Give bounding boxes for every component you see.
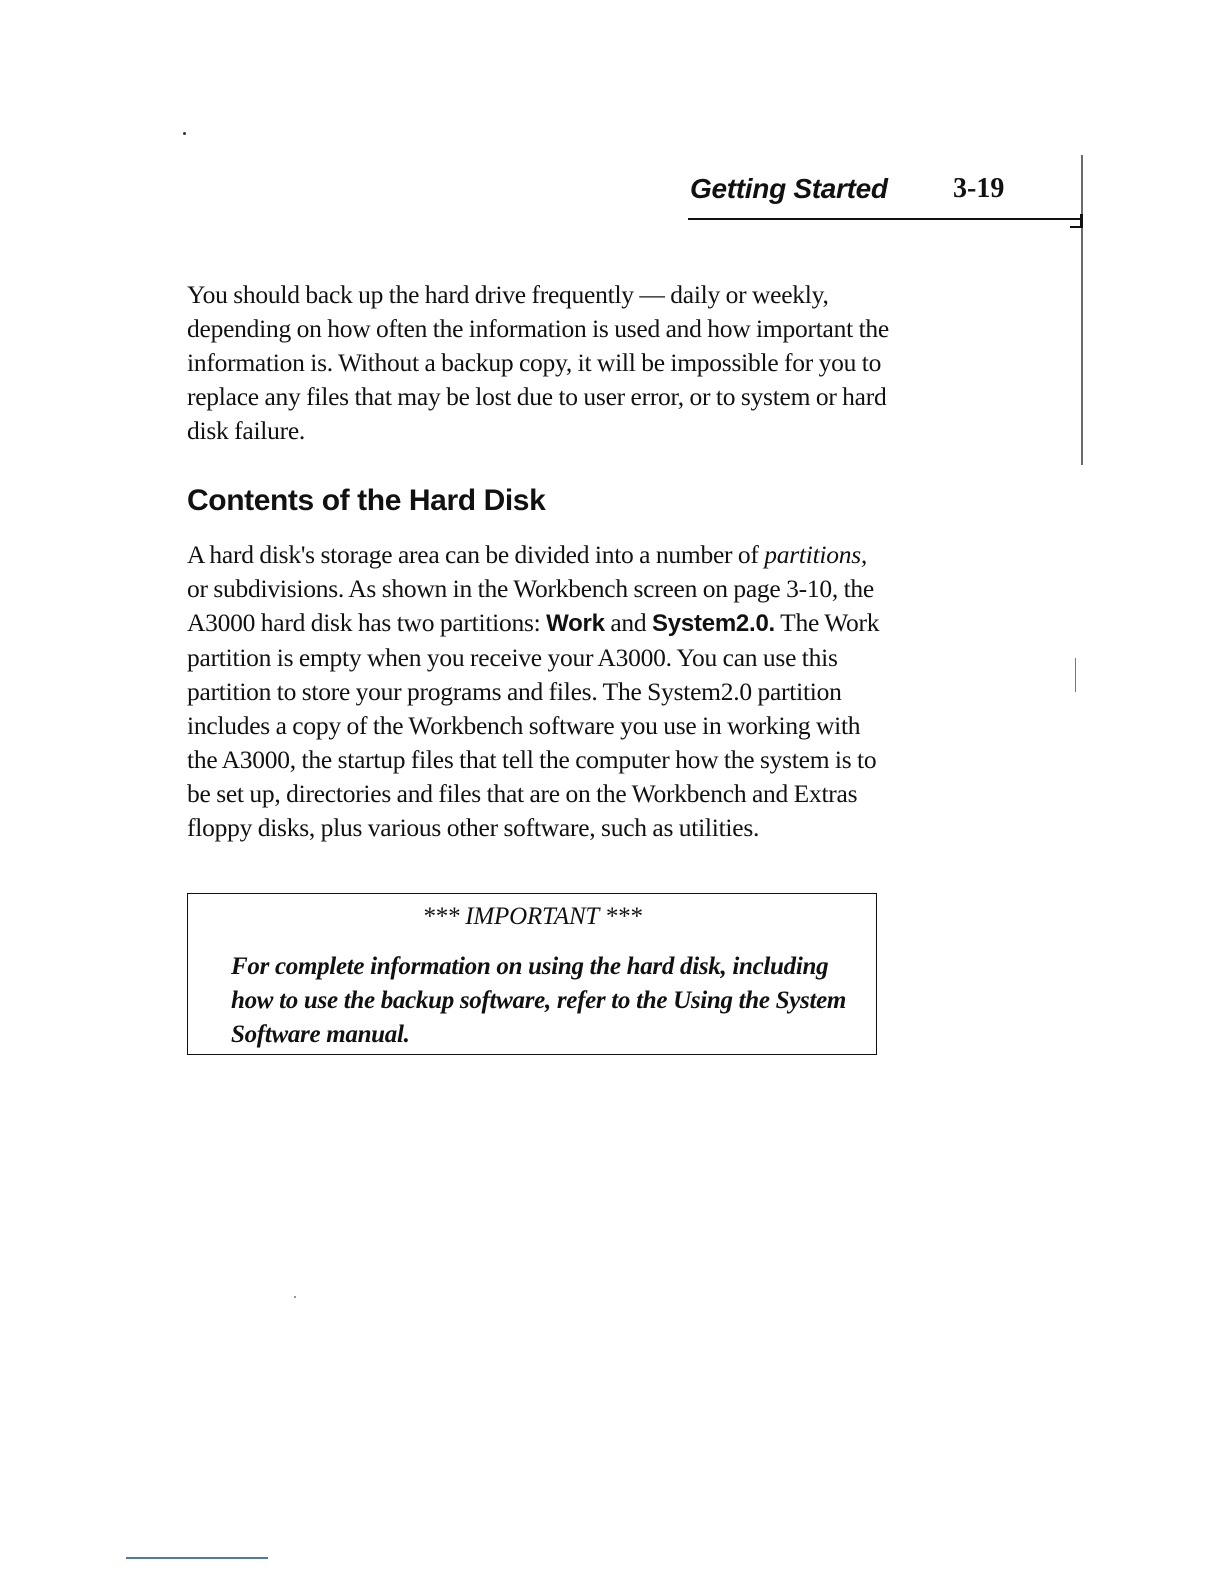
system-partition-name: System2.0. (652, 610, 775, 637)
footer-rule (126, 1557, 268, 1559)
scan-speck (183, 132, 186, 135)
section-heading: Contents of the Hard Disk (187, 484, 546, 517)
important-note-box (187, 893, 877, 1055)
corner-crop-mark (1070, 214, 1083, 228)
main-content (187, 278, 892, 845)
paragraph-text: The Work partition is empty when you receive your A3000. You can use this partition to store your programs and files. The System2.0 partition includes a copy of the Workbench software you use in working with the A3000, the startup files that tell the computer how the system is to be set up, directories and files that are on the Workbench and Extras floppy disks, plus various other software, such as utilities. (187, 608, 880, 842)
running-header-title: Getting Started (690, 173, 888, 204)
binding-edge-line (1081, 155, 1083, 465)
work-partition-name: Work (546, 610, 605, 637)
paragraph-text: or subdivisions. As shown in the Workbench screen on page 3-10, the A3000 hard disk has two partitions: (187, 574, 874, 637)
page-number: 3-19 (953, 173, 1005, 204)
important-note-text: For complete information on using the hard disk, including how to use the backup software, refer to the Using the System Software manual. (231, 953, 847, 1048)
partitions-term: partitions, (764, 540, 868, 569)
important-note-title: *** IMPORTANT *** (422, 903, 642, 930)
paragraph-text: A hard disk's storage area can be divided into a number of (187, 540, 765, 569)
header-rule (688, 218, 1080, 220)
hard-disk-contents-paragraph (187, 538, 892, 845)
running-header (688, 168, 1078, 218)
paragraph-text: and (604, 608, 653, 637)
scan-speck (1075, 658, 1076, 692)
scan-speck (294, 1296, 296, 1298)
backup-paragraph: You should back up the hard drive frequently — daily or weekly, depending on how often the information is used and how important the information is. Without a backup copy, it will be impossible for you to replace any files that may be lost due to user error, or to system or hard disk failure. (187, 280, 889, 445)
